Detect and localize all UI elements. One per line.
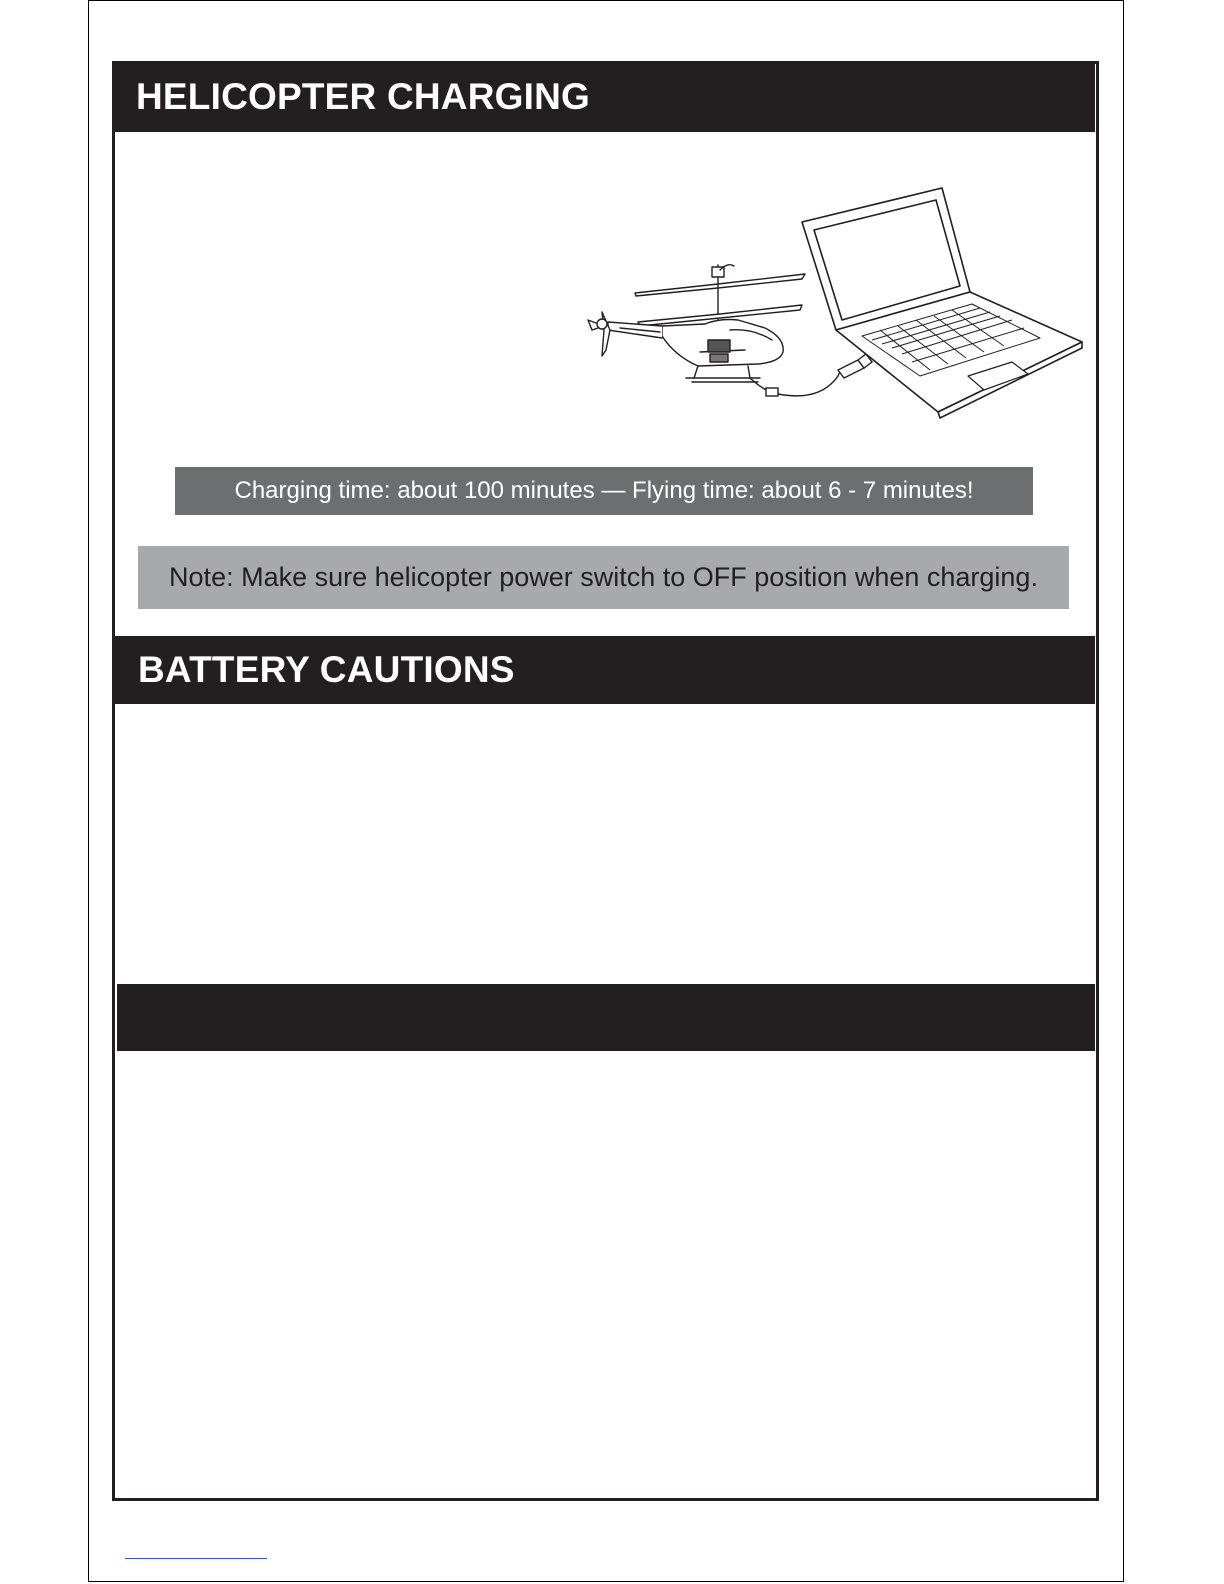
section-header-charging — [115, 64, 1095, 132]
section-title: BATTERY CAUTIONS — [138, 649, 515, 690]
section-header-battery — [115, 636, 1095, 704]
charging-illustration — [580, 180, 1090, 420]
charging-time-banner: Charging time: about 100 minutes — Flying time: about 6 - 7 minutes! — [175, 467, 1033, 515]
section-title: HELICOPTER CHARGING — [136, 76, 590, 117]
section-header-third — [117, 984, 1095, 1051]
charging-note: Note: Make sure helicopter power switch to OFF position when charging. — [138, 546, 1069, 609]
laptop-icon — [802, 188, 1082, 418]
footer-underline — [125, 1558, 267, 1559]
helicopter-icon — [588, 265, 805, 382]
